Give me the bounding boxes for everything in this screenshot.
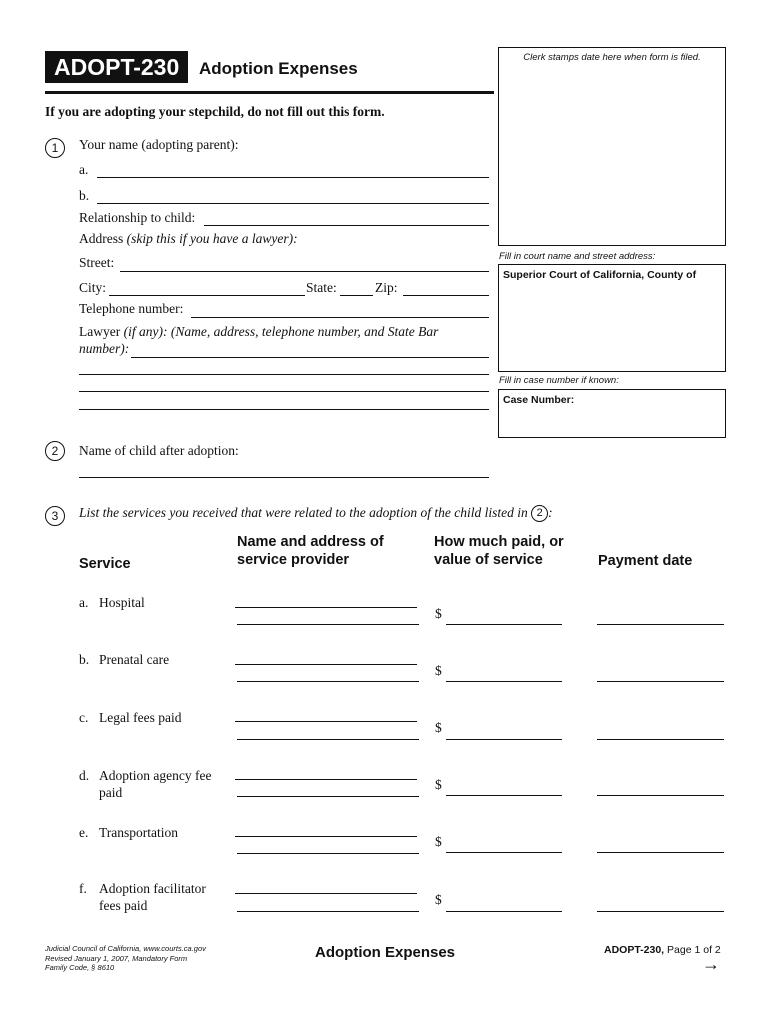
service-row-hospital — [79, 594, 145, 611]
section-2-reference: 2 — [531, 505, 548, 522]
row-name: Adoption facilitator — [99, 881, 206, 896]
lawyer-heading — [79, 324, 438, 340]
case-number-label: Case Number: — [503, 394, 575, 406]
child-name-field[interactable] — [79, 477, 489, 478]
address-heading — [79, 231, 298, 247]
name-a-field[interactable] — [97, 177, 489, 178]
column-payment-date: Payment date — [598, 553, 693, 569]
court-label: Superior Court of California, County of — [503, 269, 697, 281]
lawyer-field-1[interactable] — [131, 357, 489, 358]
row-letter: f. — [79, 881, 87, 896]
relationship-field[interactable] — [204, 225, 489, 226]
section-1-number: 1 — [45, 138, 65, 158]
row-letter: d. — [79, 768, 90, 783]
footer-title: Adoption Expenses — [315, 944, 456, 961]
amount-field[interactable] — [446, 911, 562, 912]
address-note: (skip this if you have a lawyer): — [126, 231, 298, 246]
dollar-sign: $ — [435, 720, 442, 735]
lawyer-field-4[interactable] — [79, 409, 489, 410]
payment-date-field[interactable] — [597, 911, 724, 912]
clerk-stamp-box — [498, 47, 726, 246]
payment-date-field[interactable] — [597, 795, 724, 796]
provider-field-2[interactable] — [237, 853, 419, 854]
provider-field-2[interactable] — [237, 796, 419, 797]
court-instruction: Fill in court name and street address: — [499, 251, 656, 262]
payment-date-field[interactable] — [597, 624, 724, 625]
provider-field-2[interactable] — [237, 739, 419, 740]
row-name: Prenatal care — [99, 652, 170, 667]
footer-page-number: Page 1 of 2 — [667, 944, 721, 956]
provider-field-1[interactable] — [235, 721, 417, 722]
state-field[interactable] — [340, 295, 373, 296]
city-field[interactable] — [109, 295, 305, 296]
provider-field-2[interactable] — [237, 624, 419, 625]
service-row-legal — [79, 709, 182, 726]
row-name: Transportation — [99, 825, 179, 840]
provider-field-1[interactable] — [235, 607, 417, 608]
state-label: State: — [306, 280, 337, 295]
provider-field-2[interactable] — [237, 911, 419, 912]
column-paid: How much paid, or value of service — [434, 534, 564, 568]
row-name: Legal fees paid — [99, 710, 182, 725]
amount-field[interactable] — [446, 739, 562, 740]
footer-code: Family Code, § 8610 — [45, 963, 115, 972]
stepchild-warning: If you are adopting your stepchild, do not fill out this form. — [45, 104, 385, 119]
payment-date-field[interactable] — [597, 739, 724, 740]
dollar-sign: $ — [435, 892, 442, 907]
row-letter: a. — [79, 595, 89, 610]
zip-label: Zip: — [375, 280, 398, 295]
payment-date-field[interactable] — [597, 681, 724, 682]
dollar-sign: $ — [435, 777, 442, 792]
telephone-label: Telephone number: — [79, 301, 184, 316]
zip-field[interactable] — [403, 295, 489, 296]
row-name-continued: paid — [99, 785, 123, 800]
next-page-arrow-icon[interactable]: → — [702, 954, 720, 974]
street-field[interactable] — [120, 271, 489, 272]
street-label: Street: — [79, 255, 115, 270]
name-b-field[interactable] — [97, 203, 489, 204]
relationship-label: Relationship to child: — [79, 210, 196, 225]
form-title: Adoption Expenses — [199, 59, 358, 78]
footer-source — [45, 944, 206, 973]
provider-field-1[interactable] — [235, 664, 417, 665]
lawyer-field-2[interactable] — [79, 374, 489, 375]
amount-field[interactable] — [446, 624, 562, 625]
header-rule — [45, 91, 494, 94]
row-name-continued: fees paid — [99, 898, 148, 913]
row-name: Hospital — [99, 595, 145, 610]
court-box[interactable] — [498, 264, 726, 372]
payment-date-field[interactable] — [597, 852, 724, 853]
amount-field[interactable] — [446, 852, 562, 853]
services-instruction-text: List the services you received that were related to the adoption of the child listed in — [79, 505, 528, 520]
column-provider: Name and address of service provider — [237, 534, 384, 568]
case-instruction: Fill in case number if known: — [499, 375, 619, 386]
provider-field-1[interactable] — [235, 779, 417, 780]
section-3-number: 3 — [45, 506, 65, 526]
provider-field-1[interactable] — [235, 836, 417, 837]
amount-field[interactable] — [446, 795, 562, 796]
dollar-sign: $ — [435, 663, 442, 678]
name-a-label: a. — [79, 162, 89, 177]
your-name-label: Your name (adopting parent): — [79, 137, 239, 152]
lawyer-label: Lawyer — [79, 324, 121, 339]
column-service: Service — [79, 556, 131, 572]
service-row-prenatal — [79, 651, 170, 668]
footer-form-id: ADOPT-230, — [604, 944, 665, 956]
dollar-sign: $ — [435, 834, 442, 849]
name-b-label: b. — [79, 188, 90, 203]
service-row-agency — [79, 767, 212, 800]
lawyer-field-3[interactable] — [79, 391, 489, 392]
child-name-label: Name of child after adoption: — [79, 443, 239, 458]
provider-field-2[interactable] — [237, 681, 419, 682]
dollar-sign: $ — [435, 606, 442, 621]
row-letter: e. — [79, 825, 89, 840]
section-2-number: 2 — [45, 441, 65, 461]
row-name: Adoption agency fee — [99, 768, 212, 783]
clerk-stamp-label: Clerk stamps date here when form is filed. — [523, 52, 701, 63]
case-number-box[interactable] — [498, 389, 726, 438]
service-row-facilitator — [79, 880, 206, 913]
services-instruction-colon: : — [548, 505, 553, 520]
amount-field[interactable] — [446, 681, 562, 682]
city-label: City: — [79, 280, 107, 295]
service-row-transportation — [79, 824, 179, 841]
row-letter: c. — [79, 710, 89, 725]
address-label: Address — [79, 231, 124, 246]
lawyer-note: (if any): (Name, address, telephone number, and State Bar — [123, 324, 439, 339]
lawyer-note-continued: number): — [79, 341, 130, 356]
services-instruction — [79, 505, 553, 522]
footer-revised: Revised January 1, 2007, Mandatory Form — [45, 953, 188, 963]
form-id-badge: ADOPT-230 — [45, 51, 188, 83]
footer-council: Judicial Council of California, www.courts.ca.gov — [45, 944, 206, 953]
provider-field-1[interactable] — [235, 893, 417, 894]
telephone-field[interactable] — [191, 317, 489, 318]
row-letter: b. — [79, 652, 90, 667]
